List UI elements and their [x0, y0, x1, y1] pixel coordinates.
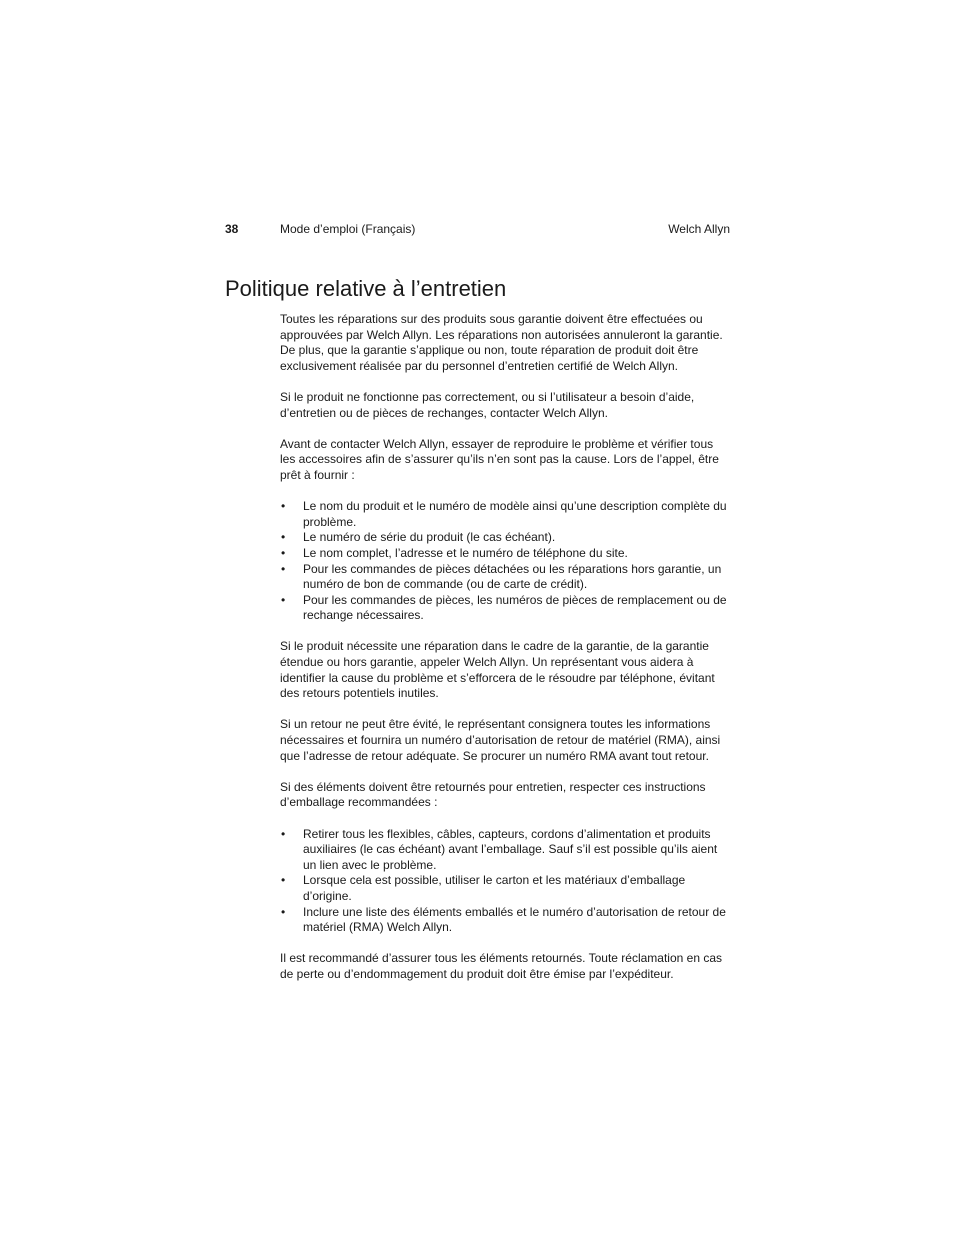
paragraph-before-contact: Avant de contacter Welch Allyn, essayer de reproduire le problème et vérifier tous les accessoires afin de s’assurer qu’ils n’en sont pas la cause. Lors de l’appel, être prêt à fournir :	[280, 436, 719, 482]
list-item	[280, 593, 730, 624]
bullet-icon: •	[281, 873, 286, 888]
bullet-icon: •	[281, 545, 286, 560]
list-item-text: Le nom complet, l’adresse et le numéro de téléphone du site.	[303, 545, 628, 560]
bullet-icon: •	[281, 592, 286, 607]
page-number: 38	[225, 222, 239, 236]
page-header	[225, 221, 730, 239]
brand-label: Welch Allyn	[668, 222, 730, 236]
list-item-text: Le nom du produit et le numéro de modèle ainsi qu’une description complète du problème.	[303, 499, 727, 529]
bullet-icon: •	[281, 561, 286, 576]
bullet-icon: •	[281, 499, 286, 514]
bullet-icon: •	[281, 530, 286, 545]
list-item-text: Lorsque cela est possible, utiliser le carton et les matériaux d’emballage d’origine.	[303, 873, 686, 903]
list-item-text: Retirer tous les flexibles, câbles, capteurs, cordons d’alimentation et produits auxiliaires (le cas échéant) avant l’emballage. Sauf s’il est possible qu’ils aient un lien avec le problème.	[303, 826, 718, 872]
paragraph-warranty-repairs: Toutes les réparations sur des produits sous garantie doivent être effectuées ou approuvées par Welch Allyn. Les réparations non autorisées annuleront la garantie. De plus, que la garantie s’applique ou non, toute réparation de produit doit être exclusivement réalisée par du personnel d’entretien certifié de Welch Allyn.	[280, 312, 723, 373]
list-item	[280, 546, 730, 562]
list-item-text: Le numéro de série du produit (le cas échéant).	[303, 530, 556, 545]
list-item	[280, 873, 730, 904]
list-item-text: Inclure une liste des éléments emballés et le numéro d’autorisation de retour de matériel (RMA) Welch Allyn.	[303, 904, 726, 935]
document-label: Mode d’emploi (Français)	[280, 222, 416, 236]
list-item	[280, 827, 730, 874]
paragraph-packing-intro: Si des éléments doivent être retournés pour entretien, respecter ces instructions d’emballage recommandées :	[280, 779, 706, 810]
list-item	[280, 562, 730, 593]
section-title: Politique relative à l’entretien	[225, 276, 507, 301]
bullet-icon: •	[281, 826, 286, 841]
paragraph-repair-call: Si le produit nécessite une réparation dans le cadre de la garantie, de la garantie étendue ou hors garantie, appeler Welch Allyn. Un représentant vous aidera à identifier la cause du problème et s’efforcera de le résoudre par téléphone, évitant des retours potentiels inutiles.	[280, 639, 715, 701]
list-item	[280, 905, 730, 936]
paragraph-insurance: Il est recommandé d’assurer tous les éléments retournés. Toute réclamation en cas de perte ou d’endommagement du produit doit être émise par l’expéditeur.	[280, 951, 722, 981]
packing-list	[280, 827, 730, 936]
list-item	[280, 530, 730, 546]
info-list	[280, 499, 730, 624]
list-item-text: Pour les commandes de pièces détachées ou les réparations hors garantie, un numéro de bon de commande (ou de carte de crédit).	[303, 561, 722, 592]
bullet-icon: •	[281, 904, 286, 919]
paragraph-rma: Si un retour ne peut être évité, le représentant consignera toutes les informations nécessaires et fournira un numéro d’autorisation de retour de matériel (RMA), ainsi que l’adresse de retour adéquate. Se procurer un numéro RMA avant tout retour.	[280, 717, 721, 763]
paragraph-contact: Si le produit ne fonctionne pas correctement, ou si l’utilisateur a besoin d’aide, d’entretien ou de pièces de rechanges, contacter Welch Allyn.	[280, 389, 695, 420]
list-item	[280, 499, 730, 530]
list-item-text: Pour les commandes de pièces, les numéros de pièces de remplacement ou de rechange nécessaires.	[303, 592, 727, 623]
section-body	[280, 312, 730, 998]
